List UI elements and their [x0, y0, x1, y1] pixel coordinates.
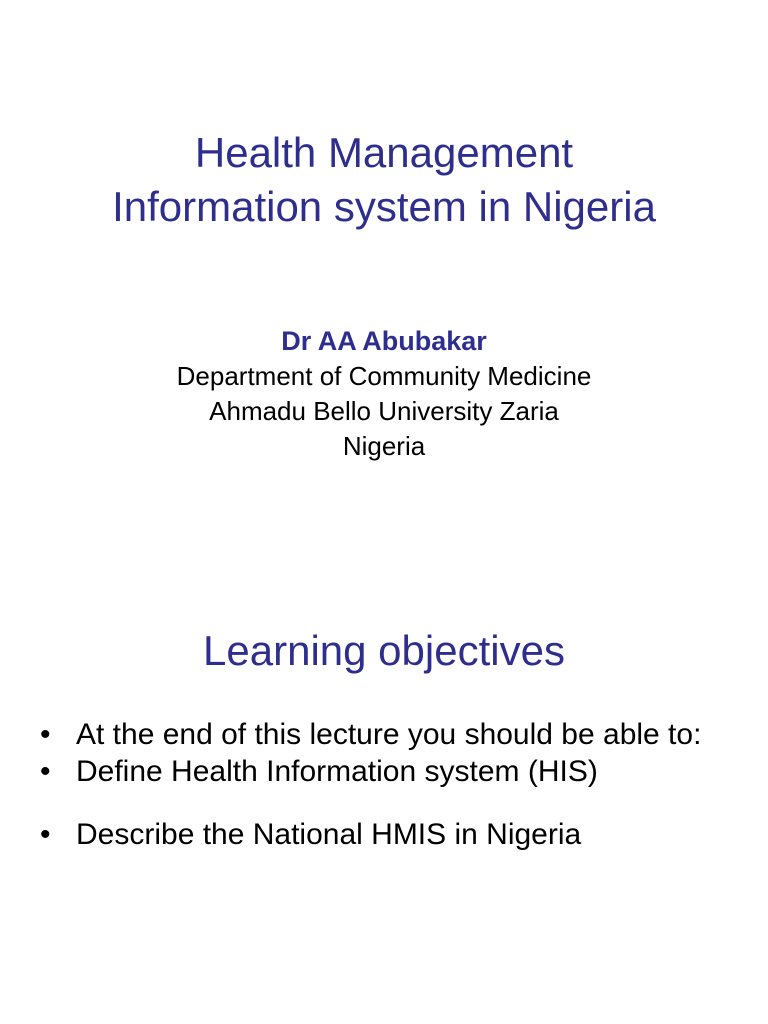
bullet-icon: • — [40, 718, 51, 751]
author-name: Dr AA Abubakar — [281, 326, 487, 356]
objectives-title: Learning objectives — [203, 627, 565, 674]
objectives-slide — [0, 512, 768, 1024]
title-line-1: Health Management — [194, 129, 574, 176]
author-block — [0, 324, 768, 464]
list-item-text: Define Health Information system (HIS) — [76, 755, 598, 788]
title-line-2: Information system in Nigeria — [112, 183, 656, 230]
bullet-icon: • — [40, 755, 51, 788]
slide-title — [0, 126, 768, 234]
list-item — [40, 716, 738, 753]
list-item-text: At the end of this lecture you should be able to: — [76, 718, 702, 751]
list-item-text: Describe the National HMIS in Nigeria — [76, 818, 582, 851]
affiliation-country: Nigeria — [342, 431, 426, 461]
bullet-icon: • — [40, 818, 51, 851]
list-item — [40, 816, 738, 853]
affiliation-university: Ahmadu Bello University Zaria — [209, 396, 559, 426]
affiliation-department: Department of Community Medicine — [176, 361, 592, 391]
list-item — [40, 753, 738, 790]
objectives-list — [40, 716, 738, 853]
